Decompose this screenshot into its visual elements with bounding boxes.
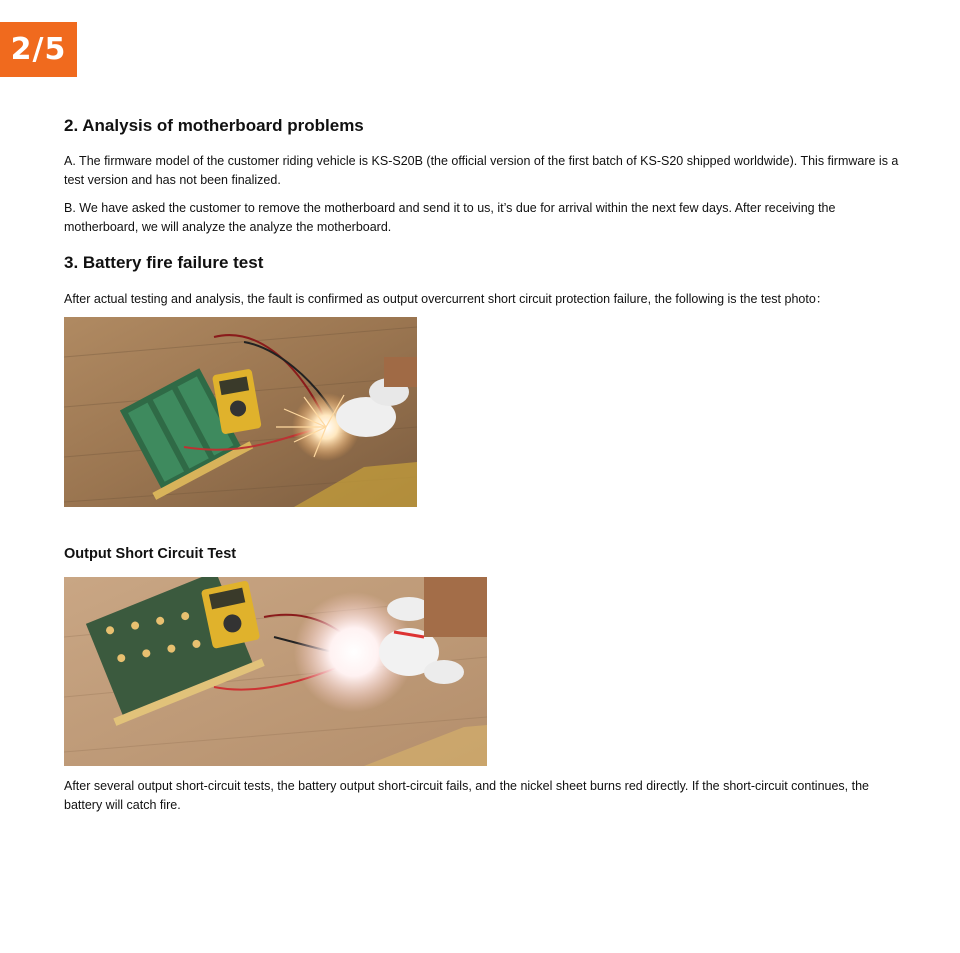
section-2-paragraph-a: A. The firmware model of the customer riding vehicle is KS-S20B (the official version of the first batch of KS-S20 shipped worldwide). This firmware is a test version and has not been finalized. (64, 154, 899, 187)
section-3-heading: 3. Battery fire failure test (64, 253, 264, 272)
section-2-paragraph-b: B. We have asked the customer to remove the motherboard and send it to us, it’s due for arrival within the next few days. After receiving the motherboard, we will analyze the analyze the motherboard. (64, 201, 836, 234)
section-3-conclusion: After several output short-circuit tests, the battery output short-circuit fails, and the nickel sheet burns red directly. If the short-circuit continues, the battery will catch fire. (64, 779, 869, 812)
page-number-badge: 2/5 (0, 22, 77, 77)
test-photo-short-circuit (64, 577, 487, 766)
section-2-heading: 2. Analysis of motherboard problems (64, 116, 364, 135)
section-3-intro: After actual testing and analysis, the fault is confirmed as output overcurrent short circuit protection failure, the following is the test photo： (64, 292, 829, 306)
photo-caption: Output Short Circuit Test (64, 546, 237, 562)
test-photo-sparks (64, 317, 417, 507)
